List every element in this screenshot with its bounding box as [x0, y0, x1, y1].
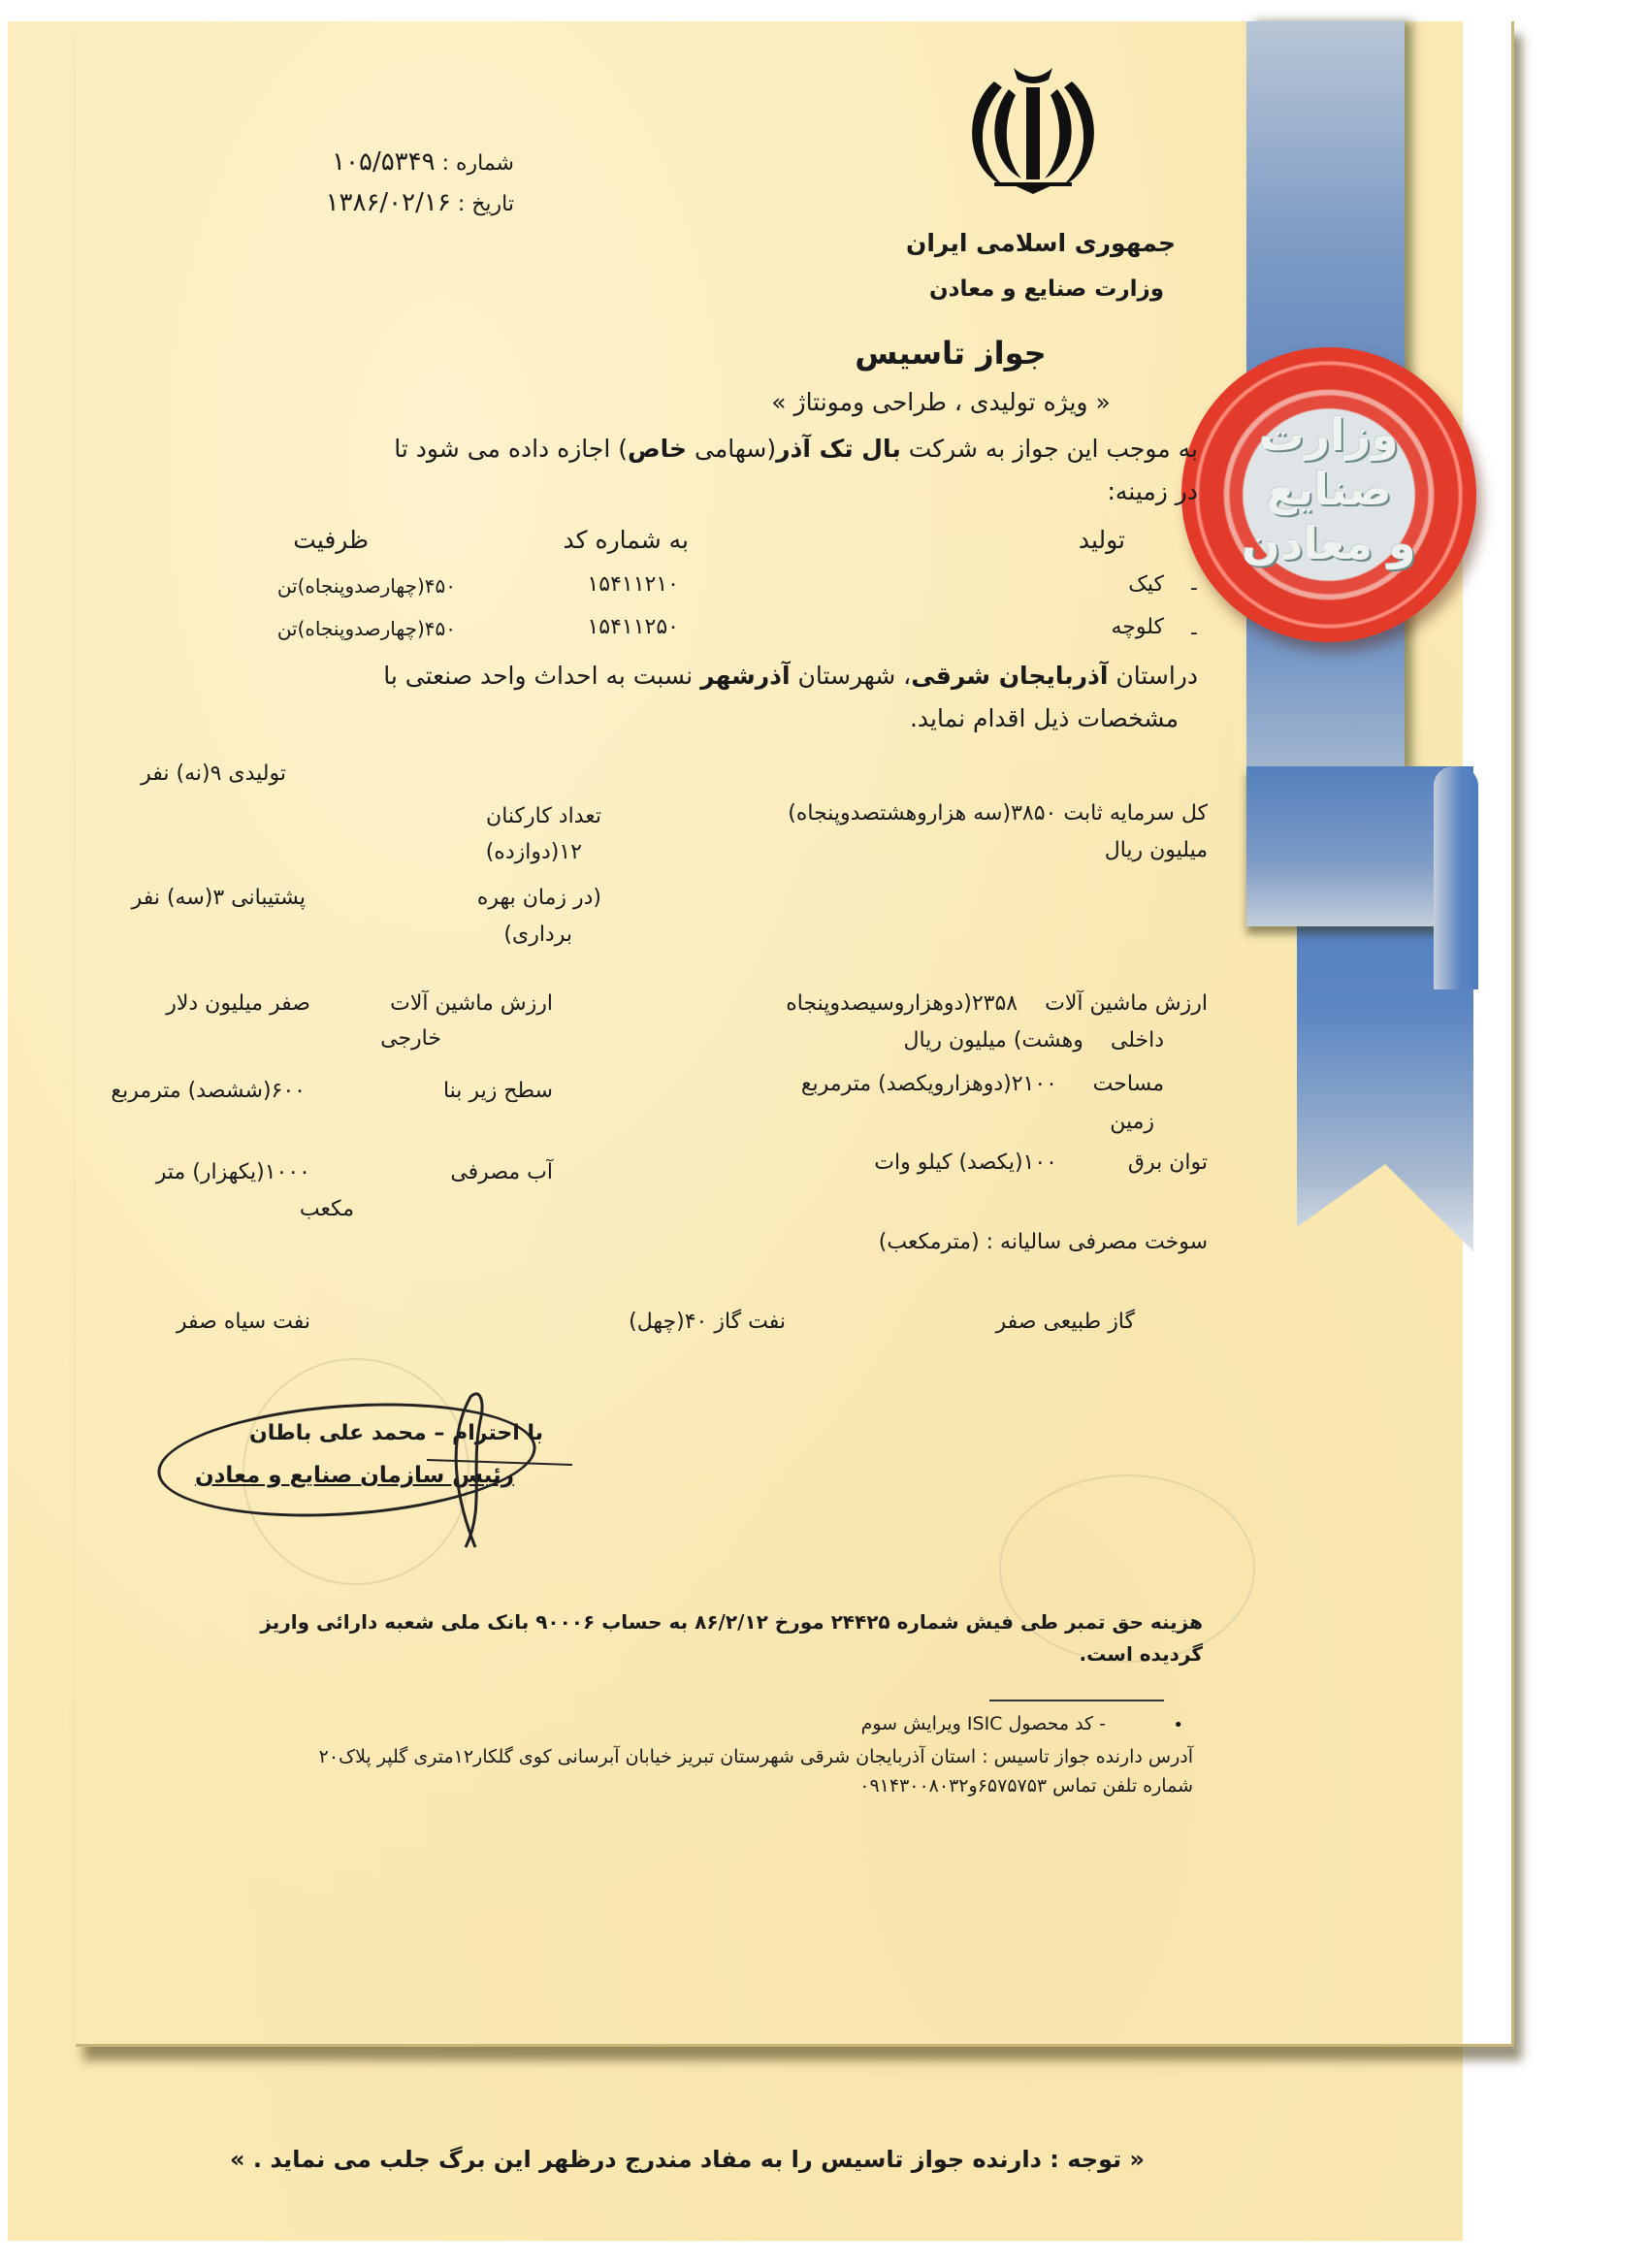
location-line-2: مشخصات ذیل اقدام نماید. — [909, 704, 1179, 732]
land-area-label-2: زمین — [1110, 1110, 1154, 1134]
fuel-label: سوخت مصرفی سالیانه : (مترمکعب) — [878, 1230, 1208, 1254]
water-label: آب مصرفی — [450, 1160, 553, 1184]
letter-date — [326, 188, 514, 217]
staff-production: تولیدی ۹(نه) نفر — [141, 761, 286, 786]
power-value: ۱۰۰(یکصد) کیلو وات — [874, 1150, 1057, 1175]
iran-emblem-icon — [955, 60, 1111, 206]
signatory-name: با احترام – محمد علی باطان — [248, 1421, 543, 1445]
embossed-stamp — [999, 1474, 1255, 1663]
company-type: (سهامی — [687, 435, 777, 463]
ministry-name: وزارت صنایع و معادن — [929, 276, 1164, 302]
land-area-value: ۲۱۰۰(دوهزارویکصد) مترمربع — [800, 1072, 1057, 1096]
province-name: آذربایجان شرقی — [911, 662, 1109, 690]
field-label: در زمینه: — [1107, 477, 1198, 505]
holder-address: آدرس دارنده جواز تاسیس : استان آذربایجان شرقی شهرستان تبریز خیابان آبرسانی کوی گلکار۱۲متری گلپر پلاک۲۰ — [318, 1746, 1193, 1767]
staff-value: ۱۲(دوازده) — [485, 840, 582, 864]
fixed-capital — [788, 801, 1208, 826]
holder-phone: شماره تلفن تماس ۶۵۷۵۷۵۳و۰۹۱۴۳۰۰۸۰۳۲ — [859, 1775, 1193, 1797]
domestic-machinery-2 — [904, 1028, 1164, 1053]
water-value: ۱۰۰۰(یکهزار) متر — [155, 1160, 310, 1184]
fixed-capital-label: کل سرمایه ثابت — [1063, 801, 1208, 826]
letter-number — [332, 147, 514, 177]
seal-text — [1195, 407, 1463, 570]
location-suffix: نسبت به احداث واحد صنعتی با — [383, 662, 701, 690]
stamp-fee-line-2: گردیده است. — [1079, 1642, 1203, 1666]
company-name: بال تک آذر — [776, 435, 901, 463]
location-prefix: دراستان — [1108, 662, 1198, 690]
date-label: تاریخ : — [457, 192, 514, 216]
company-type-bold: خاص — [628, 435, 688, 463]
built-area-value: ۶۰۰(ششصد) مترمربع — [111, 1079, 306, 1103]
isic-note: - کد محصول ISIC ویرایش سوم — [860, 1713, 1106, 1734]
header-product: تولید — [1078, 526, 1125, 554]
foreign-machinery-label: ارزش ماشین آلات — [390, 991, 553, 1016]
domestic-machinery-value-2: وهشت) میلیون ریال — [903, 1028, 1083, 1053]
staff-label: تعداد کارکنان — [486, 804, 601, 828]
fixed-capital-value: ۳۸۵۰(سه هزاروهشتصدوپنجاه) — [788, 801, 1057, 826]
date-value: ۱۳۸۶/۰۲/۱۶ — [325, 188, 451, 217]
row-code: ۱۵۴۱۱۲۵۰ — [587, 615, 679, 639]
staff-note-2: برداری) — [503, 923, 572, 947]
built-area-label: سطح زیر بنا — [442, 1079, 553, 1103]
foreign-machinery-label-2: خارجی — [380, 1026, 441, 1051]
water-value-2: مکعب — [299, 1197, 354, 1221]
header-code: به شماره کد — [563, 526, 689, 554]
country-name: جمهوری اسلامی ایران — [906, 229, 1176, 257]
number-value: ۱۰۵/۵۳۴۹ — [332, 147, 436, 177]
number-label: شماره : — [441, 151, 514, 176]
domestic-machinery-label-2: داخلی — [1110, 1028, 1164, 1053]
land-area-label: مساحت — [1092, 1072, 1164, 1096]
bullet: • — [1173, 1715, 1183, 1735]
domestic-machinery — [786, 991, 1208, 1016]
fixed-capital-unit: میلیون ریال — [1104, 838, 1208, 862]
row-capacity: ۴۵۰(چهارصدوپنجاه)تن — [276, 617, 456, 640]
location-mid: ، شهرستان — [790, 662, 912, 690]
fuel-oil: نفت سیاه صفر — [176, 1310, 310, 1334]
ribbon-curl — [1434, 766, 1478, 989]
document-subtitle: « ویژه تولیدی ، طراحی ومونتاژ » — [771, 388, 1111, 416]
divider — [989, 1700, 1164, 1701]
stamp-fee-line: هزینه حق تمبر طی فیش شماره ۲۴۴۲۵ مورخ ۸۶/۲/۱۲ به حساب ۹۰۰۰۶ بانک ملی شعبه دارائی واریز — [260, 1610, 1203, 1634]
domestic-machinery-label: ارزش ماشین آلات — [1045, 991, 1208, 1016]
row-bullet: - — [1190, 621, 1198, 645]
notice-text: « توجه : دارنده جواز تاسیس را به مفاد مندرج درظهر این برگ جلب می نماید . » — [229, 2146, 1145, 2173]
row-capacity: ۴۵۰(چهارصدوپنجاه)تن — [276, 574, 456, 598]
foreign-machinery-value: صفر میلیون دلار — [166, 991, 310, 1016]
intro-prefix: به موجب این جواز به شرکت — [900, 435, 1198, 463]
location-line — [383, 662, 1198, 690]
signature-stroke-icon — [427, 1382, 572, 1557]
signatory-title: رئیس سازمان صنایع و معادن — [195, 1463, 514, 1488]
gas-oil: نفت گاز ۴۰(چهل) — [629, 1310, 786, 1334]
row-bullet: - — [1190, 576, 1198, 600]
document-title: جواز تاسیس — [855, 335, 1047, 372]
row-product: کلوچه — [1111, 615, 1164, 639]
natural-gas: گاز طبیعی صفر — [995, 1310, 1135, 1334]
seal-line: وزارت — [1259, 408, 1399, 461]
row-product: کیک — [1128, 572, 1164, 597]
domestic-machinery-value: ۲۳۵۸(دوهزاروسیصدوپنجاه — [786, 991, 1018, 1016]
intro-line — [394, 435, 1198, 463]
intro-suffix: ) اجازه داده می شود تا — [394, 435, 629, 463]
header-capacity: ظرفیت — [293, 526, 369, 554]
staff-note: (در زمان بهره — [476, 886, 601, 910]
ribbon-fold-band — [1246, 766, 1440, 926]
staff-support: پشتیبانی ۳(سه) نفر — [131, 886, 306, 910]
row-code: ۱۵۴۱۱۲۱۰ — [587, 572, 679, 597]
city-name: آذرشهر — [700, 662, 791, 690]
seal-line: و معادن — [1242, 517, 1416, 569]
seal-line: صنایع — [1266, 463, 1392, 515]
power-label: توان برق — [1127, 1150, 1208, 1175]
